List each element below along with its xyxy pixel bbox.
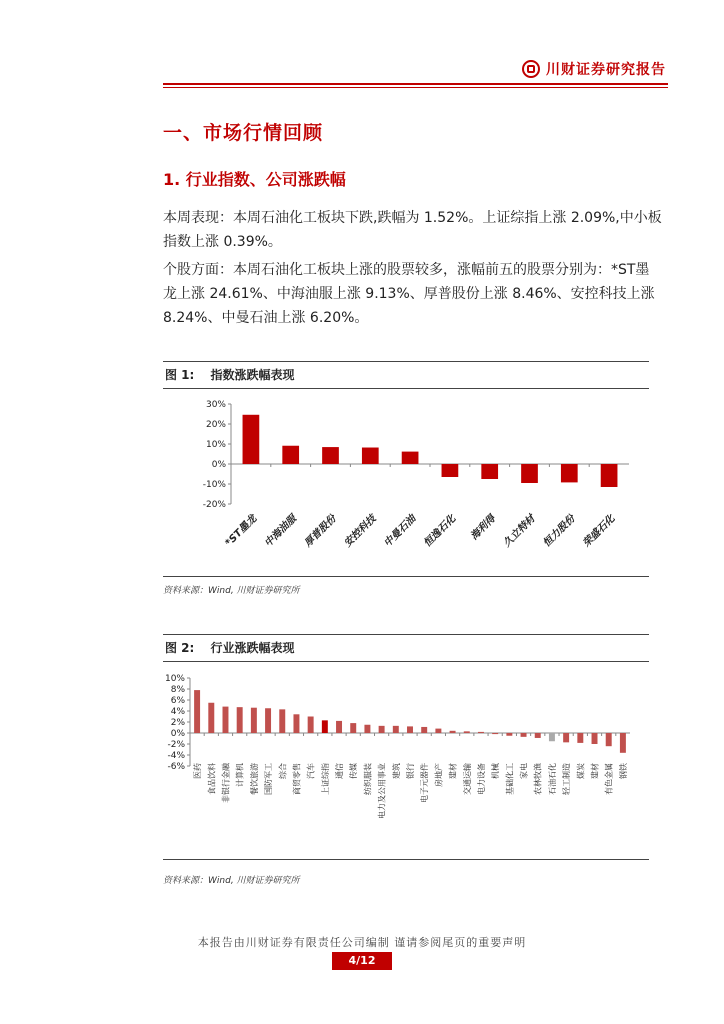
chart-bar <box>442 464 459 477</box>
y-tick-label: -10% <box>202 480 226 490</box>
y-tick-label: 30% <box>205 400 226 410</box>
chart-bar <box>407 726 413 733</box>
category-label: 恒逸石化 <box>421 513 459 550</box>
chart-bar <box>362 448 379 464</box>
chart-bar <box>561 464 578 482</box>
category-label: 银行 <box>406 763 415 779</box>
category-label: 建筑 <box>391 763 401 779</box>
y-tick-label: 20% <box>205 420 226 430</box>
figure-1-source: 资料来源：Wind, 川财证券研究所 <box>163 586 300 596</box>
category-label: 机械 <box>491 763 501 779</box>
chart-bar <box>478 732 484 733</box>
chart-bar <box>450 731 456 733</box>
category-label: 房地产 <box>434 763 444 787</box>
page-number: 4/12 <box>332 952 392 970</box>
category-label: 交通运输 <box>462 763 472 795</box>
category-label: 农林牧渔 <box>533 763 543 795</box>
category-label: 电子元器件 <box>420 763 430 803</box>
chart-bar <box>208 703 214 733</box>
category-label: 有色金属 <box>604 763 614 795</box>
chart-bar <box>364 725 370 733</box>
chart-bar <box>521 733 527 737</box>
category-label: 通信 <box>335 763 345 779</box>
weekly-performance-paragraph: 本周表现：本周石油化工板块下跌,跌幅为 1.52%。上证综指上涨 2.09%,中小板指数上涨 0.39%。 <box>163 210 662 250</box>
chart-bar <box>521 464 538 483</box>
category-label: 汽车 <box>306 763 316 779</box>
chart-bar <box>251 708 257 733</box>
chart-bar <box>464 731 470 733</box>
category-label: 传媒 <box>349 763 359 779</box>
category-label: 食品饮料 <box>207 763 217 795</box>
category-label: 医药 <box>193 763 203 779</box>
chart-bar <box>421 727 427 733</box>
chart-bar <box>243 415 260 464</box>
header-rule <box>163 83 668 85</box>
chart-bar <box>379 726 385 733</box>
chart-bar <box>435 729 441 733</box>
category-label: 中海油服 <box>262 513 299 550</box>
category-label: 厚普股份 <box>302 513 339 550</box>
figure-1-label: 图 1: <box>165 368 195 382</box>
header-brand <box>522 58 666 80</box>
category-label: 商贸零售 <box>292 763 302 795</box>
figure-1-bottom-rule <box>163 576 649 577</box>
chart-bar <box>308 717 314 734</box>
category-label: 非银行金融 <box>221 763 231 803</box>
y-tick-label: -4% <box>167 751 185 761</box>
chart-bar <box>350 723 356 733</box>
chart-bar <box>336 721 342 733</box>
category-label: 国防军工 <box>264 763 274 795</box>
category-label: 建材 <box>448 763 458 779</box>
y-tick-label: 6% <box>170 696 185 706</box>
chart-bar <box>549 733 555 741</box>
chart-bar <box>402 452 419 464</box>
chart-bar <box>601 464 618 487</box>
category-label: 建材 <box>590 763 600 779</box>
chart-bar <box>237 707 243 733</box>
category-label: 电力设备 <box>476 763 486 795</box>
chart-bar <box>492 733 498 734</box>
chart-bar <box>481 464 498 479</box>
category-label: 石油石化 <box>547 763 557 795</box>
chart-bar <box>194 690 200 733</box>
figure-2-title: 行业涨跌幅表现 <box>210 641 295 655</box>
chart-bar <box>279 709 285 733</box>
chart-bar <box>535 733 541 738</box>
figure-2-source: 资料来源：Wind, 川财证券研究所 <box>163 876 300 886</box>
y-tick-label: -2% <box>167 740 185 750</box>
industry-change-chart <box>163 670 649 865</box>
category-label: 基础化工 <box>505 763 515 795</box>
category-label: 恒力股份 <box>541 513 578 550</box>
y-tick-label: 8% <box>170 685 185 695</box>
chart-bar <box>282 446 299 464</box>
chuancai-logo-icon <box>522 60 540 78</box>
category-label: 轻工制造 <box>562 763 572 795</box>
chart-bar <box>223 707 229 733</box>
section-title: 一、市场行情回顾 <box>163 122 324 144</box>
figure-1 <box>163 361 649 601</box>
footer-disclaimer: 本报告由川财证券有限责任公司编制 谨请参阅尾页的重要声明 <box>197 936 527 949</box>
figure-1-title: 指数涨跌幅表现 <box>210 368 295 382</box>
chart-bar <box>563 733 569 742</box>
y-tick-label: 0% <box>211 460 226 470</box>
figure-2-bottom-rule <box>163 859 649 860</box>
chart-bar <box>265 708 271 733</box>
chart-bar <box>606 733 612 746</box>
category-label: 煤炭 <box>576 763 586 779</box>
category-label: 上证综指 <box>320 763 330 795</box>
category-label: 电力及公用事业 <box>377 763 387 819</box>
y-tick-label: 2% <box>170 718 185 728</box>
y-tick-label: -6% <box>167 762 185 772</box>
y-tick-label: 4% <box>170 707 185 717</box>
category-label: 家电 <box>519 763 529 779</box>
category-label: 安控科技 <box>342 513 379 550</box>
chart-bar <box>293 714 299 733</box>
figure-2 <box>163 634 649 894</box>
category-label: 中曼石油 <box>382 513 419 550</box>
category-label: 计算机 <box>235 763 245 787</box>
index-change-chart <box>163 393 649 578</box>
chart-bar <box>322 447 339 464</box>
category-label: 久立特材 <box>501 513 538 550</box>
category-label: 综合 <box>278 763 288 779</box>
brand-name: 川财证券研究报告 <box>546 62 666 78</box>
category-label: 餐饮旅游 <box>249 763 259 795</box>
stock-performance-paragraph: 个股方面：本周石油化工板块上涨的股票较多，涨幅前五的股票分别为：*ST墨龙上涨 24.61%、中海油服上涨 9.13%、厚普股份上涨 8.46%、安控科技上涨 8.24%、中曼石油上涨 6.20%。 <box>163 262 655 326</box>
y-tick-label: 0% <box>170 729 185 739</box>
y-tick-label: 10% <box>164 674 185 684</box>
subsection-title: 1. 行业指数、公司涨跌幅 <box>163 170 346 189</box>
category-label: 海利得 <box>468 513 498 543</box>
chart-bar <box>322 720 328 733</box>
category-label: 纺织服装 <box>363 763 373 795</box>
chart-bar <box>393 726 399 733</box>
figure-2-caption <box>163 634 649 662</box>
category-label: 钢铁 <box>618 763 628 779</box>
chart-bar <box>506 733 512 736</box>
category-label: 荣盛石化 <box>581 513 618 550</box>
chart-bar <box>620 733 626 753</box>
y-tick-label: 10% <box>205 440 226 450</box>
figure-2-label: 图 2: <box>165 641 195 655</box>
category-label: *ST墨龙 <box>223 513 260 549</box>
y-tick-label: -20% <box>202 500 226 510</box>
figure-1-caption <box>163 361 649 389</box>
chart-bar <box>577 733 583 743</box>
header-rule-thin <box>163 87 668 88</box>
chart-bar <box>592 733 598 744</box>
